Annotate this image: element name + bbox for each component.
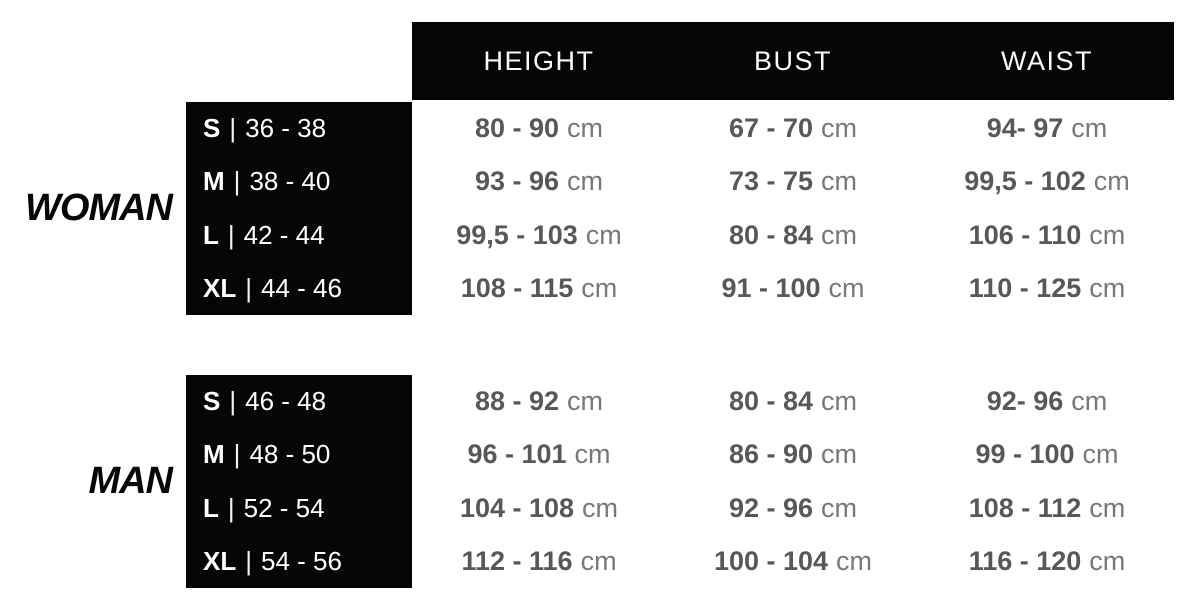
measurement-unit: cm: [821, 492, 858, 523]
measurement-unit: cm: [580, 545, 617, 576]
measurement-unit: cm: [836, 545, 873, 576]
size-row-woman-l: [186, 209, 412, 262]
cell-woman-m-waist: [920, 155, 1174, 208]
size-letter: L: [203, 219, 219, 250]
cell-man-s-height: [412, 375, 666, 428]
cell-man-xl-waist: [920, 535, 1174, 588]
cell-woman-l-bust: [666, 209, 920, 262]
section-woman: [0, 102, 1200, 315]
measurement-unit: cm: [1089, 492, 1126, 523]
measurement-value: 88 - 92: [474, 386, 560, 417]
size-letter: S: [203, 386, 221, 417]
cell-woman-xl-waist: [920, 262, 1174, 315]
size-letter: M: [203, 166, 225, 197]
measurement-value: 91 - 100: [721, 272, 821, 303]
measurement-value: 110 - 125: [968, 272, 1082, 303]
size-separator: |: [245, 272, 252, 303]
size-eu-range: 38 - 40: [249, 166, 331, 197]
data-grid-woman: [412, 102, 1174, 315]
size-separator: |: [245, 545, 252, 576]
size-separator: |: [233, 439, 241, 470]
cell-woman-s-height: [412, 102, 666, 155]
size-row-man-s: [186, 375, 412, 428]
column-header-bust: BUST: [753, 45, 832, 76]
cell-man-l-height: [412, 482, 666, 535]
cell-woman-m-bust: [666, 155, 920, 208]
measurement-unit: cm: [1089, 545, 1126, 576]
size-eu-range: 36 - 38: [245, 113, 327, 144]
size-eu-range: 48 - 50: [249, 439, 331, 470]
measurement-value: 73 - 75: [728, 166, 814, 197]
cell-man-l-bust: [666, 482, 920, 535]
cell-man-m-bust: [666, 428, 920, 481]
measurement-value: 96 - 101: [467, 439, 567, 470]
table-header: [412, 22, 1174, 100]
size-separator: |: [227, 492, 235, 523]
size-row-woman-xl: [186, 262, 412, 315]
measurement-value: 104 - 108: [459, 492, 575, 523]
size-box-man: [186, 375, 412, 588]
measurement-unit: cm: [567, 386, 604, 417]
measurement-value: 92- 96: [986, 386, 1064, 417]
size-letter: XL: [203, 272, 237, 303]
size-eu-range: 42 - 44: [243, 219, 325, 250]
measurement-value: 86 - 90: [728, 439, 814, 470]
measurement-value: 108 - 115: [460, 272, 574, 303]
cell-man-m-height: [412, 428, 666, 481]
cell-woman-s-waist: [920, 102, 1174, 155]
measurement-value: 80 - 84: [728, 219, 814, 250]
size-row-man-m: [186, 428, 412, 481]
measurement-value: 106 - 110: [968, 219, 1082, 250]
section-label-man: MAN: [88, 460, 172, 502]
measurement-unit: cm: [1071, 113, 1108, 144]
measurement-value: 116 - 120: [968, 545, 1082, 576]
measurement-unit: cm: [828, 272, 865, 303]
size-row-man-l: [186, 482, 412, 535]
measurement-value: 108 - 112: [968, 492, 1082, 523]
size-box-woman: [186, 102, 412, 315]
size-separator: |: [229, 113, 237, 144]
size-separator: |: [227, 219, 235, 250]
size-separator: |: [233, 166, 241, 197]
cell-woman-l-height: [412, 209, 666, 262]
measurement-value: 112 - 116: [461, 545, 573, 576]
measurement-unit: cm: [567, 166, 604, 197]
measurement-value: 93 - 96: [474, 166, 560, 197]
cell-man-l-waist: [920, 482, 1174, 535]
measurement-value: 67 - 70: [728, 113, 814, 144]
cell-man-s-waist: [920, 375, 1174, 428]
measurement-value: 99 - 100: [975, 439, 1075, 470]
data-grid-man: [412, 375, 1174, 588]
measurement-value: 94- 97: [986, 113, 1064, 144]
measurement-value: 80 - 90: [474, 113, 560, 144]
size-letter: M: [203, 439, 225, 470]
cell-woman-s-bust: [666, 102, 920, 155]
measurement-unit: cm: [1089, 219, 1126, 250]
size-letter: L: [203, 492, 219, 523]
size-eu-range: 46 - 48: [245, 386, 327, 417]
cell-woman-l-waist: [920, 209, 1174, 262]
size-eu-range: 44 - 46: [261, 272, 342, 303]
column-header-height: HEIGHT: [483, 45, 595, 76]
measurement-unit: cm: [821, 166, 858, 197]
measurement-unit: cm: [574, 439, 611, 470]
cell-woman-xl-bust: [666, 262, 920, 315]
measurement-value: 99,5 - 103: [456, 219, 578, 250]
size-letter: S: [203, 113, 221, 144]
size-row-man-xl: [186, 535, 412, 588]
measurement-unit: cm: [1093, 166, 1130, 197]
section-label-woman: WOMAN: [25, 187, 172, 229]
measurement-unit: cm: [585, 219, 622, 250]
cell-man-m-waist: [920, 428, 1174, 481]
measurement-unit: cm: [582, 492, 619, 523]
measurement-unit: cm: [821, 113, 858, 144]
size-eu-range: 54 - 56: [261, 545, 342, 576]
measurement-value: 99,5 - 102: [964, 166, 1086, 197]
size-row-woman-s: [186, 102, 412, 155]
measurement-value: 92 - 96: [728, 492, 814, 523]
size-separator: |: [229, 386, 237, 417]
size-row-woman-m: [186, 155, 412, 208]
measurement-value: 80 - 84: [728, 386, 814, 417]
cell-woman-m-height: [412, 155, 666, 208]
cell-woman-xl-height: [412, 262, 666, 315]
measurement-unit: cm: [821, 386, 858, 417]
cell-man-s-bust: [666, 375, 920, 428]
section-man: [0, 375, 1200, 588]
measurement-unit: cm: [821, 439, 858, 470]
measurement-unit: cm: [1082, 439, 1119, 470]
size-letter: XL: [203, 545, 237, 576]
size-eu-range: 52 - 54: [243, 492, 325, 523]
column-header-waist: WAIST: [1001, 45, 1093, 76]
measurement-value: 100 - 104: [713, 545, 829, 576]
measurement-unit: cm: [581, 272, 618, 303]
cell-man-xl-height: [412, 535, 666, 588]
measurement-unit: cm: [821, 219, 858, 250]
cell-man-xl-bust: [666, 535, 920, 588]
measurement-unit: cm: [1089, 272, 1126, 303]
measurement-unit: cm: [1071, 386, 1108, 417]
measurement-unit: cm: [567, 113, 604, 144]
